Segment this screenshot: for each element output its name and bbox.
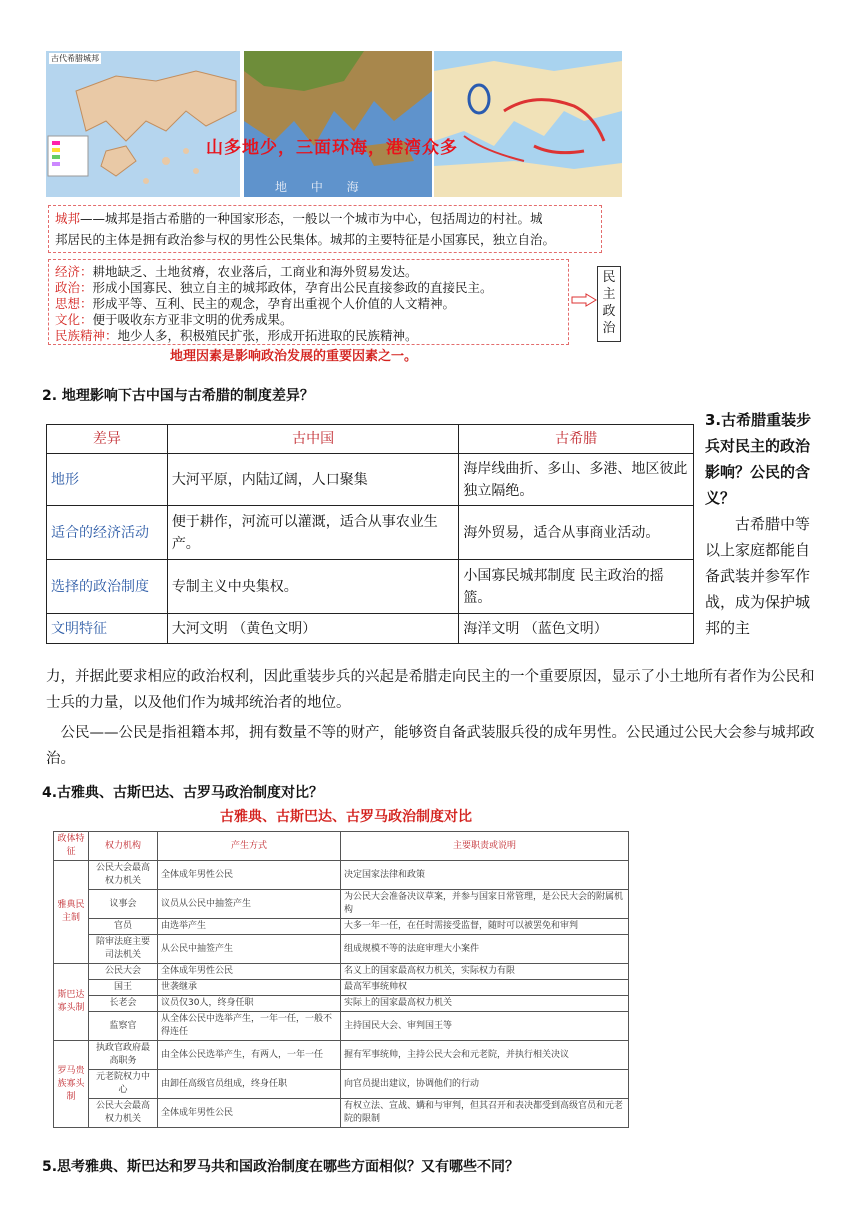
greece-terrain-map [244,51,432,197]
feature-item: 经济：耕地缺乏、土地贫瘠，农业落后，工商业和海外贸易发达。 [55,264,418,279]
definition-line-2: 邦居民的主体是拥有政治参与权的男性公民集体。城邦的主要特征是小国寡民，独立自治。 [55,232,556,247]
table-header-row: 政体特征 权力机构 产生方式 主要职责或说明 [54,832,629,861]
table-row: 文明特征 大河文明 （黄色文明） 海洋文明 （蓝色文明） [47,614,694,644]
feature-item: 思想：形成平等、互利、民主的观念，孕育出重视个人价值的人文精神。 [55,296,456,311]
table-row: 雅典民主制 公民大会最高权力机关 全体成年男性公民 决定国家法律和政策 [54,861,629,890]
geography-note: 地理因素是影响政治发展的重要因素之一。 [170,349,418,364]
table-row: 国王 世袭继承 最高军事统帅权 [54,980,629,996]
header-cell: 古中国 [167,425,459,454]
table-row: 议事会 议员从公民中抽签产生 为公民大会准备决议草案，并参与国家日常管理，是公民大会的附属机构 [54,890,629,919]
question-4: 4.古雅典、古斯巴达、古罗马政治制度对比？ [42,785,324,801]
question-3-answer-start: 古希腊中等以上家庭都能自备武装并参军作战，成为保护城邦的主 [705,515,811,637]
feature-item: 文化：便于吸收东方亚非文明的优秀成果。 [55,312,293,327]
citizen-definition: 公民——公民是指祖籍本邦，拥有数量不等的财产，能够资自备武装服兵役的成年男性。公民通过公民大会参与城邦政治。 [46,725,815,767]
table-row: 斯巴达寡头制 公民大会 全体成年男性公民 名义上的国家最高权力机关，实际权力有限 [54,964,629,980]
mediterranean-label: 地 中 海 [275,180,369,194]
question-3-side [705,407,817,641]
table-row: 元老院权力中心 由卸任高级官员组成，终身任职 向官员提出建议，协调他们的行动 [54,1070,629,1099]
table-row: 长老会 议员仅30人，终身任职 实际上的国家最高权力机关 [54,996,629,1012]
question-3-title: 3.古希腊重装步兵对民主的政治影响？公民的含义？ [705,411,812,507]
political-systems-table [53,831,629,1128]
geography-slogan: 山多地少，三面环海，港湾众多 [206,138,458,158]
group-sparta: 斯巴达寡头制 [54,964,89,1041]
feature-item: 政治：形成小国寡民、独立自主的城邦政体，孕育出公民直接参政的直接民主。 [55,280,493,295]
table-row: 官员 由选举产生 大多一年一任，在任时需接受监督，随时可以被罢免和审判 [54,919,629,935]
city-state-features [48,259,569,345]
table-row: 罗马贵族寡头制 执政官政府最高职务 由全体公民选举产生，有两人，一年一任 握有军事统帅，主持公民大会和元老院，并执行相关决议 [54,1041,629,1070]
map-title: 古代希腊城邦 [51,54,99,63]
political-table-title: 古雅典、古斯巴达、古罗马政治制度对比 [220,809,472,825]
question-2: 2. 地理影响下古中国与古希腊的制度差异？ [42,388,314,404]
header-cell: 差异 [47,425,168,454]
table-row: 陪审法庭主要司法机关 从公民中抽签产生 组成规模不等的法庭审理大小案件 [54,935,629,964]
header-cell: 古希腊 [459,425,694,454]
group-athens: 雅典民主制 [54,861,89,964]
table-row: 适合的经济活动 便于耕作，河流可以灌溉，适合从事农业生产。 海外贸易，适合从事商业活动。 [47,506,694,560]
table-row: 地形 大河平原，内陆辽阔，人口聚集 海岸线曲折、多山、多港、地区彼此独立隔绝。 [47,454,694,506]
table-row: 监察官 从全体公民中选举产生，一年一任，一般不得连任 主持国民大会、审判国王等 [54,1012,629,1041]
colonization-map [434,51,622,197]
table-row: 选择的政治制度 专制主义中央集权。 小国寡民城邦制度 民主政治的摇篮。 [47,560,694,614]
table-header-row [47,425,694,454]
question-5: 5.思考雅典、斯巴达和罗马共和国政治制度在哪些方面相似？又有哪些不同？ [42,1159,520,1175]
right-arrow-icon [571,293,597,307]
democracy-box: 民主政治 [597,266,621,342]
question-3-answer-cont: 力，并据此要求相应的政治权利，因此重装步兵的兴起是希腊走向民主的一个重要原因，显示了小土地所有者作为公民和士兵的力量，以及他们作为城邦统治者的地位。 [46,669,815,711]
definition-line-1: ——城邦是指古希腊的一种国家形态，一般以一个城市为中心，包括周边的村社。城 [80,211,543,226]
city-state-definition [48,205,602,253]
feature-item: 民族精神：地少人多，积极殖民扩张，形成开拓进取的民族精神。 [55,328,418,343]
ancient-greece-map [46,51,240,197]
china-greece-comparison-table [46,424,694,644]
table-row: 公民大会最高权力机关 全体成年男性公民 有权立法、宣战、媾和与审判，但其召开和表决都受到高级官员和元老院的限制 [54,1099,629,1128]
city-state-term: 城邦 [55,211,81,226]
group-rome: 罗马贵族寡头制 [54,1041,89,1128]
